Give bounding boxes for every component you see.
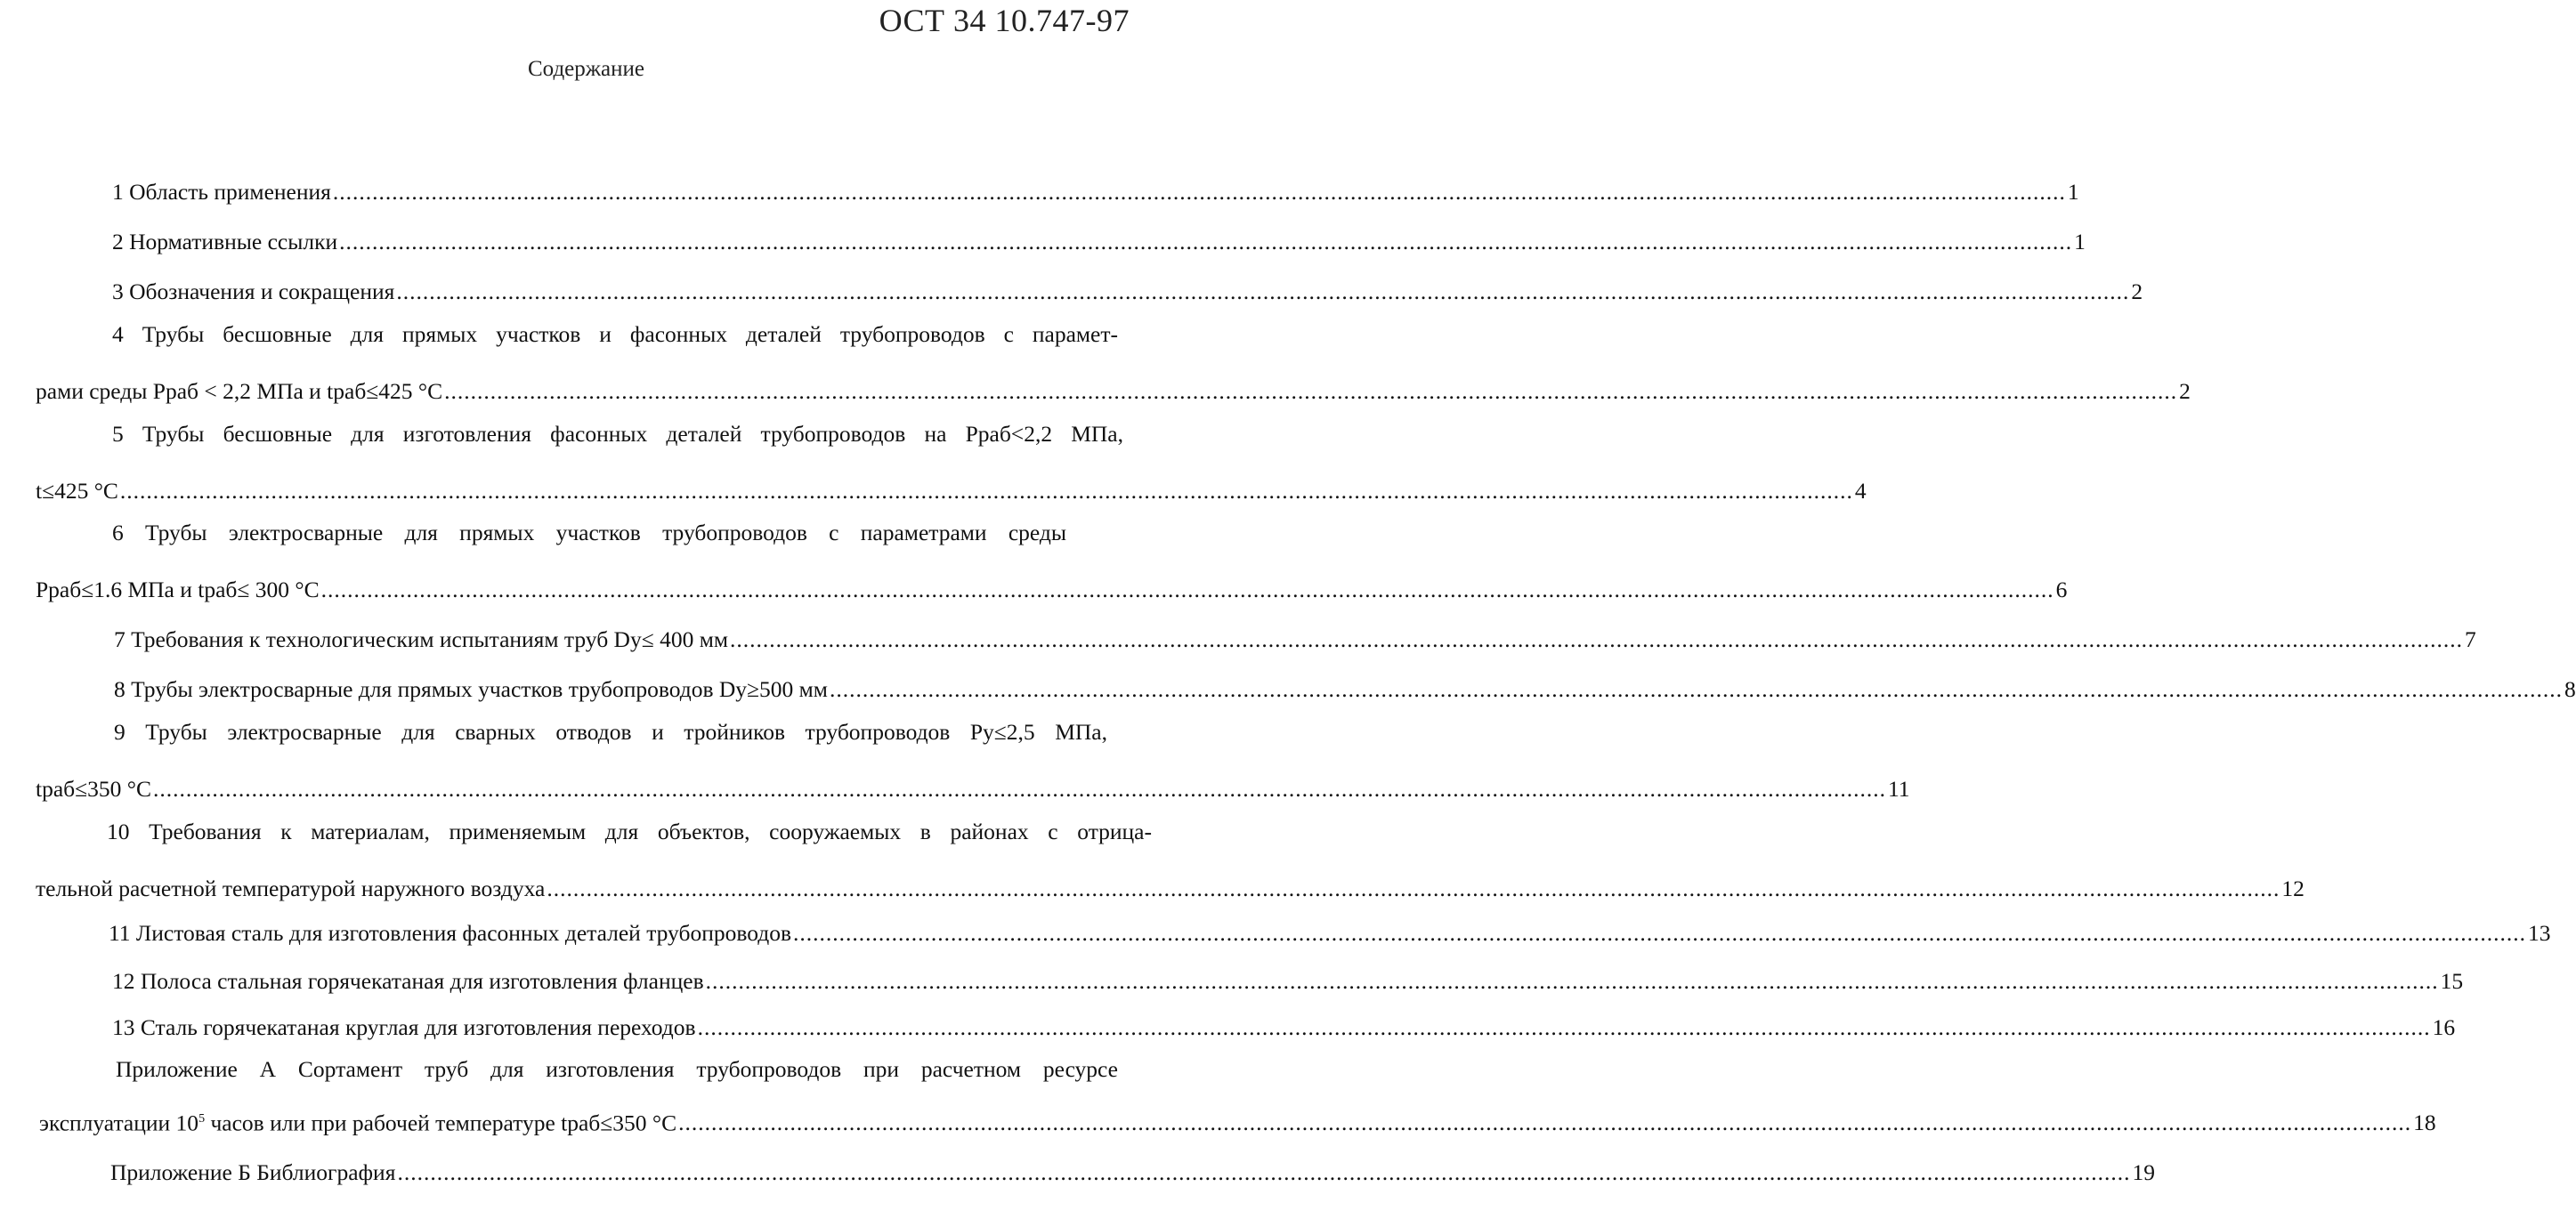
dot-leader: ........................................................................................................................................................................................................................................................................ bbox=[152, 776, 1886, 802]
toc-entry-text: 11 Листовая сталь для изготовления фасонных деталей трубопроводов bbox=[109, 920, 791, 946]
dot-leader: ........................................................................................................................................................................................................................................................................ bbox=[332, 179, 2066, 205]
toc-entry-11[interactable] bbox=[109, 912, 2551, 948]
toc-entry-4-line-1[interactable] bbox=[112, 320, 1118, 356]
toc-entry-text: 3 Обозначения и сокращения bbox=[112, 279, 395, 304]
dot-leader: ........................................................................................................................................................................................................................................................................ bbox=[320, 577, 2054, 602]
toc-entry-page: 2 bbox=[2179, 378, 2191, 404]
toc-entry-5-line-1[interactable] bbox=[112, 420, 1123, 456]
dot-leader: ........................................................................................................................................................................................................................................................................ bbox=[697, 1014, 2431, 1040]
dot-leader: ........................................................................................................................................................................................................................................................................ bbox=[444, 378, 2178, 404]
toc-entry-text: Рраб≤1.6 МПа и tраб≤ 300 °С bbox=[36, 577, 320, 602]
toc-entry-text-part: часов или при рабочей температуре tраб≤350 °С bbox=[205, 1110, 677, 1135]
toc-entry-text: t≤425 °С bbox=[36, 478, 118, 504]
toc-appendix-a-line-2[interactable] bbox=[39, 1102, 2436, 1137]
toc-entry-page: 12 bbox=[2281, 876, 2305, 901]
toc-entry-text: рами среды Рраб < 2,2 МПа и tраб≤425 °С bbox=[36, 378, 443, 404]
dot-leader: ........................................................................................................................................................................................................................................................................ bbox=[793, 920, 2526, 946]
dot-leader: ........................................................................................................................................................................................................................................................................ bbox=[396, 279, 2130, 304]
toc-entry-10-line-1[interactable] bbox=[107, 818, 1152, 853]
toc-entry-text: 1 Область применения bbox=[112, 179, 331, 205]
page-title: Содержание bbox=[528, 57, 644, 81]
dot-leader: ........................................................................................................................................................................................................................................................................ bbox=[729, 626, 2463, 652]
toc-entry-page: 6 bbox=[2055, 577, 2068, 602]
toc-entry-page: 4 bbox=[1854, 478, 1867, 504]
dot-leader: ........................................................................................................................................................................................................................................................................ bbox=[119, 478, 1853, 504]
toc-entry-page: 1 bbox=[2074, 229, 2086, 254]
toc-appendix-b[interactable] bbox=[110, 1151, 2155, 1187]
toc-entry-page: 18 bbox=[2413, 1110, 2436, 1135]
toc-entry-12[interactable] bbox=[112, 960, 2464, 996]
dot-leader: ........................................................................................................................................................................................................................................................................ bbox=[678, 1110, 2412, 1135]
toc-entry-text: 9 Трубы электросварные для сварных отводов и тройников трубопроводов Py≤2,5 МПа, bbox=[114, 719, 1107, 745]
dot-leader: ........................................................................................................................................................................................................................................................................ bbox=[547, 876, 2280, 901]
toc-entry-1[interactable] bbox=[112, 171, 2079, 206]
toc-entry-7[interactable] bbox=[114, 618, 2476, 654]
toc-entry-2[interactable] bbox=[112, 221, 2086, 256]
toc-entry-4-line-2[interactable] bbox=[36, 370, 2191, 406]
dot-leader: ........................................................................................................................................................................................................................................................................ bbox=[705, 968, 2439, 994]
superscript: 5 bbox=[198, 1111, 206, 1126]
toc-entry-text bbox=[39, 1105, 676, 1138]
toc-entry-6-line-1[interactable] bbox=[112, 519, 1066, 554]
toc-entry-text: 5 Трубы бесшовные для изготовления фасонных деталей трубопроводов на Рраб<2,2 МПа, bbox=[112, 421, 1123, 447]
toc-entry-text: Приложение А Сортамент труб для изготовления трубопроводов при расчетном ресурсе bbox=[116, 1056, 1118, 1082]
toc-entry-page: 8 bbox=[2564, 676, 2576, 702]
toc-entry-page: 13 bbox=[2528, 920, 2551, 946]
toc-entry-9-line-2[interactable] bbox=[36, 768, 1910, 803]
toc-entry-page: 16 bbox=[2432, 1014, 2456, 1040]
toc-entry-5-line-2[interactable] bbox=[36, 470, 1867, 505]
toc-entry-text: 6 Трубы электросварные для прямых участков трубопроводов с параметрами среды bbox=[112, 520, 1066, 545]
toc-entry-text: 7 Требования к технологическим испытаниям труб Dy≤ 400 мм bbox=[114, 626, 728, 652]
toc-entry-page: 11 bbox=[1887, 776, 1910, 802]
toc-entry-page: 1 bbox=[2067, 179, 2079, 205]
dot-leader: ........................................................................................................................................................................................................................................................................ bbox=[339, 229, 2073, 254]
toc-entry-text: 10 Требования к материалам, применяемым для объектов, сооружаемых в районах с отрица- bbox=[107, 819, 1152, 844]
toc-entry-page: 7 bbox=[2464, 626, 2476, 652]
dot-leader: ........................................................................................................................................................................................................................................................................ bbox=[397, 1159, 2131, 1185]
toc-entry-8[interactable] bbox=[114, 668, 2576, 704]
toc-entry-page: 2 bbox=[2131, 279, 2143, 304]
toc-entry-9-line-1[interactable] bbox=[114, 718, 1107, 754]
toc-entry-text: тельной расчетной температурой наружного воздуха bbox=[36, 876, 546, 901]
toc-entry-text-part: эксплуатации 10 bbox=[39, 1110, 199, 1135]
toc-entry-text: 8 Трубы электросварные для прямых участков трубопроводов Dy≥500 мм bbox=[114, 676, 828, 702]
toc-appendix-a-line-1[interactable] bbox=[116, 1055, 1118, 1091]
toc-entry-text: Приложение Б Библиография bbox=[110, 1159, 396, 1185]
toc-entry-10-line-2[interactable] bbox=[36, 868, 2305, 903]
toc-entry-text: 12 Полоса стальная горячекатаная для изготовления фланцев bbox=[112, 968, 704, 994]
toc-entry-page: 19 bbox=[2132, 1159, 2155, 1185]
toc-entry-6-line-2[interactable] bbox=[36, 569, 2068, 604]
toc-entry-page: 15 bbox=[2440, 968, 2464, 994]
document-code: ОСТ 34 10.747-97 bbox=[879, 3, 1130, 38]
toc-entry-text: 13 Сталь горячекатаная круглая для изготовления переходов bbox=[112, 1014, 696, 1040]
toc-entry-text: 2 Нормативные ссылки bbox=[112, 229, 338, 254]
toc-entry-3[interactable] bbox=[112, 270, 2143, 306]
toc-entry-text: tраб≤350 °С bbox=[36, 776, 151, 802]
toc-entry-text: 4 Трубы бесшовные для прямых участков и фасонных деталей трубопроводов с парамет- bbox=[112, 321, 1118, 347]
dot-leader: ........................................................................................................................................................................................................................................................................ bbox=[829, 676, 2563, 702]
toc-entry-13[interactable] bbox=[112, 1006, 2456, 1042]
